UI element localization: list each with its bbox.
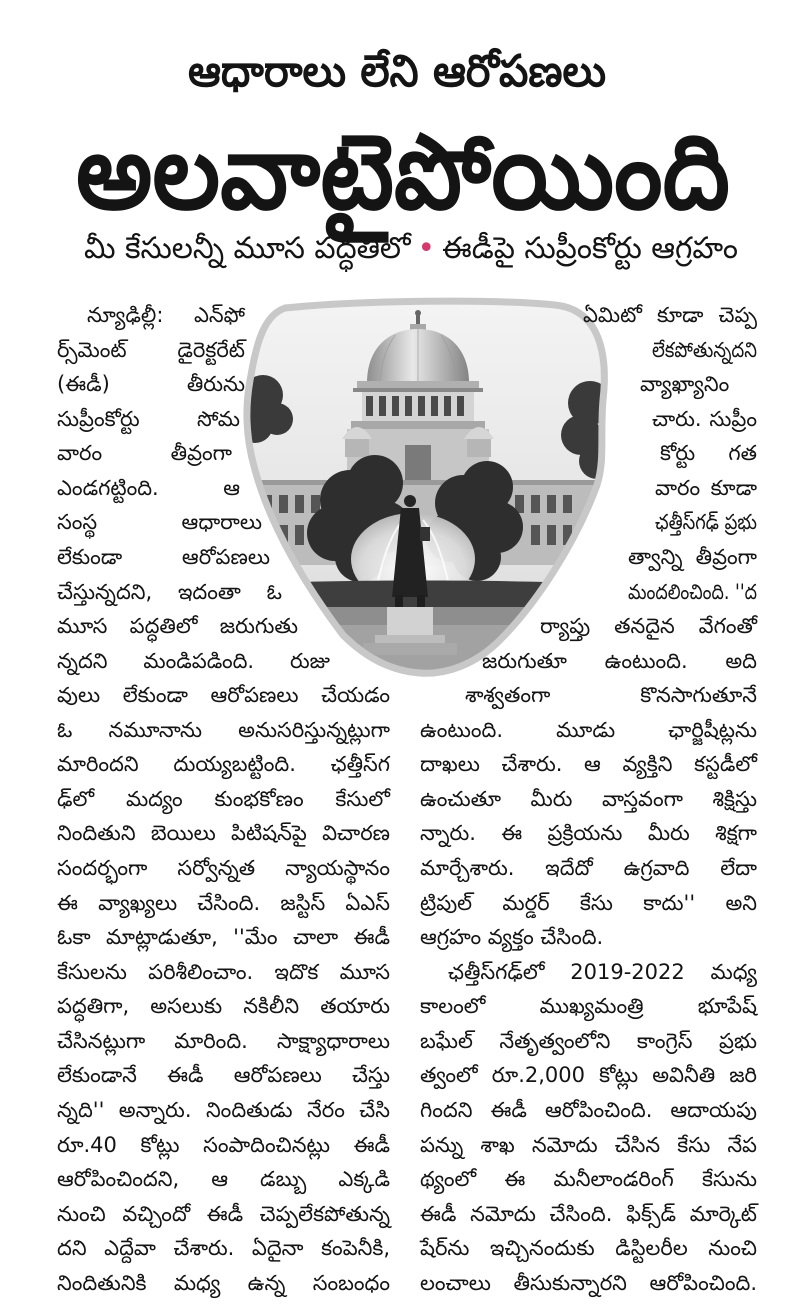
line-text: ఢ్‌లో మద్యం కుంభకోణం కేసులో	[57, 786, 390, 811]
left-column-line	[57, 644, 330, 679]
kicker-heading	[188, 42, 606, 102]
line-text: దాఖలు చేశారు. ఆ వ్యక్తిని కస్టడీలో	[420, 752, 757, 777]
line-text: లేకపోతున్నదని	[652, 337, 757, 362]
subhead-left: మీ కేసులన్నీ మూస పద్ధతిలో	[84, 231, 411, 266]
line-text: నిందితునికి మధ్య ఉన్న సంబంధం	[57, 1270, 390, 1295]
line-text: న్యూఢిల్లీ: ఎన్‌ఫో	[87, 303, 245, 327]
line-text: ఆగ్రహం వ్యక్తం చేసింది.	[420, 925, 604, 950]
line-text: కోర్టు గత	[660, 441, 757, 466]
right-column-line	[420, 851, 757, 886]
line-text: ఉంచుతూ మీరు వాస్తవంగా శిక్షిస్తు	[420, 786, 757, 811]
left-column-line	[57, 1093, 390, 1128]
left-column-line	[57, 1266, 390, 1301]
left-column-line	[57, 1058, 390, 1093]
line-text: నుంచి వచ్చిందో ఈడీ చెప్పలేకపోతున్న	[57, 1201, 390, 1226]
right-column-line	[420, 782, 757, 817]
left-column-line	[57, 575, 282, 610]
right-column-line	[420, 816, 757, 851]
left-column-line	[57, 505, 262, 540]
line-text: పద్ధతిగా, అసలుకు నకిలీని తయారు	[57, 994, 390, 1019]
left-column-line	[57, 851, 390, 886]
line-text: ఆరోపించిందని, ఆ డబ్బు ఎక్కడి	[57, 1167, 390, 1192]
left-column-line	[57, 747, 390, 782]
subheadline-text	[84, 230, 738, 268]
line-text: చారు. సుప్రీం	[652, 406, 757, 431]
line-text: ఈడీ నమోదు చేసింది. ఫిక్స్‌డ్ మార్కెట్	[420, 1201, 757, 1226]
left-column-line	[57, 713, 390, 748]
left-column-line	[57, 609, 298, 644]
right-column-line	[420, 1231, 757, 1266]
line-text: న్నారు. ఈ ప్రక్రియను మీరు శిక్షగా	[420, 821, 757, 846]
left-column-line	[87, 298, 245, 333]
left-column-line	[57, 920, 390, 955]
left-column-line	[57, 436, 232, 471]
left-column-line	[57, 1024, 390, 1059]
line-text: న్నది'' అన్నారు. నిందితుడు నేరం చేసి	[57, 1097, 390, 1122]
right-column-line	[420, 989, 757, 1024]
left-column-line	[57, 1231, 390, 1266]
right-column-line	[652, 333, 757, 368]
right-column-line	[640, 367, 757, 402]
line-text: లేకుండా ఆరోపణలు	[57, 544, 270, 569]
left-column-line	[57, 333, 245, 368]
left-column-line	[57, 989, 390, 1024]
line-text: ట్రిపుల్ మర్డర్ కేసు కాదు'' అని	[420, 890, 757, 915]
left-column	[57, 298, 390, 1300]
line-text: మారిందని దుయ్యబట్టింది. ఛత్తీస్‌గ	[57, 752, 390, 777]
line-text: ఉంటుంది. మూడు ఛార్జిషీట్లను	[420, 717, 757, 742]
line-text: ఈ వ్యాఖ్యలు చేసింది. జస్టిస్ ఏఎస్	[57, 890, 390, 915]
right-column-line	[448, 955, 757, 990]
line-text: వారం కూడా	[655, 475, 757, 500]
main-headline	[76, 112, 730, 232]
left-column-line	[57, 955, 390, 990]
right-column-line	[465, 678, 757, 713]
right-column-line	[628, 540, 757, 575]
left-column-line	[57, 402, 240, 437]
line-text: సంస్థ ఆధారాలు	[57, 510, 262, 535]
line-text: దని ఎద్దేవా చేశారు. ఏదైనా కంపెనీకి,	[57, 1236, 390, 1261]
left-column-line	[57, 540, 270, 575]
right-column-line	[583, 298, 757, 333]
right-column-line	[420, 1197, 757, 1232]
line-text: వ్యాఖ్యానిం	[640, 372, 730, 397]
line-text: త్వంలో రూ.2,000 కోట్లు అవినీతి జరి	[420, 1063, 757, 1088]
left-column-line	[57, 1197, 390, 1232]
right-column-line	[540, 609, 757, 644]
line-text: (ఈడీ) తీరును	[57, 372, 245, 397]
line-text: ఓ నమూనాను అనుసరిస్తున్నట్లుగా	[57, 717, 390, 742]
right-column-line	[655, 471, 757, 506]
line-text: పన్ను శాఖ నమోదు చేసిన కేసు నేప	[420, 1132, 757, 1157]
left-column-line	[57, 1162, 390, 1197]
subheadline	[84, 230, 738, 268]
left-column-line	[57, 367, 245, 402]
line-text: జరుగుతూ ఉంటుంది. అది	[482, 648, 757, 673]
right-column-line	[655, 505, 757, 540]
right-column-line	[628, 575, 757, 610]
line-text: న్నదని మండిపడింది. రుజు	[57, 648, 330, 673]
line-text: లేకుండానే ఈడీ ఆరోపణలు చేస్తు	[57, 1063, 390, 1088]
line-text: రూ.40 కోట్లు సంపాదించినట్లు ఈడీ	[57, 1132, 390, 1157]
left-column-line	[57, 1128, 390, 1163]
right-column-line	[420, 1162, 757, 1197]
line-text: బఘేల్ నేతృత్వంలోని కాంగ్రెస్ ప్రభు	[420, 1028, 757, 1053]
right-column-line	[420, 1266, 757, 1301]
right-column-line	[420, 1093, 757, 1128]
line-text: మూస పద్ధతిలో జరుగుతు	[57, 614, 298, 639]
right-column-line	[420, 1058, 757, 1093]
line-text: గిందని ఈడీ ఆరోపించింది. ఆదాయపు	[420, 1097, 757, 1122]
right-column	[420, 298, 757, 1300]
right-column-line	[660, 436, 757, 471]
line-text: థ్యంలో ఈ మనీలాండరింగ్ కేసును	[420, 1167, 757, 1192]
right-column-line	[420, 920, 757, 955]
left-column-line	[57, 678, 390, 713]
line-text: త్వాన్ని తీవ్రంగా	[628, 544, 757, 569]
right-column-line	[652, 402, 757, 437]
line-text: నిందితుని బెయిలు పిటిషన్‌పై విచారణ	[57, 821, 390, 846]
bullet-icon: •	[417, 231, 436, 266]
kicker-text: ఆధారాలు లేని ఆరోపణలు	[188, 46, 606, 97]
line-text: ఛత్తీస్‌గఢ్‌లో 2019-2022 మధ్య	[448, 959, 757, 984]
left-column-line	[57, 886, 390, 921]
line-text: ర్యాప్తు తనదైన వేగంతో	[540, 614, 757, 639]
left-column-line	[57, 471, 240, 506]
line-text: ర్స్‌మెంట్ డైరెక్టరేట్	[57, 337, 245, 362]
right-column-line	[482, 644, 757, 679]
line-text: షేర్‌ను ఇచ్చినందుకు డిస్టిలరీల నుంచి	[420, 1236, 757, 1261]
right-column-line	[420, 1128, 757, 1163]
line-text: లంచాలు తీసుకున్నారని ఆరోపించింది.	[420, 1270, 757, 1295]
right-column-line	[420, 747, 757, 782]
line-text: వులు లేకుండా ఆరోపణలు చేయడం	[57, 683, 390, 708]
line-text: వారం తీవ్రంగా	[57, 441, 232, 466]
right-column-line	[420, 886, 757, 921]
line-text: ఛత్తీస్‌గఢ్ ప్రభు	[655, 510, 757, 535]
line-text: శాశ్వతంగా కొనసాగుతూనే	[465, 683, 757, 708]
line-text: ఎండగట్టింది. ఆ	[57, 475, 240, 500]
line-text: మార్చేశారు. ఇదేదో ఉగ్రవాది లేదా	[420, 856, 757, 880]
line-text: ఓకా మాట్లాడుతూ, ''మేం చాలా ఈడీ	[57, 925, 390, 950]
headline-text: అలవాటైపోయింది	[76, 111, 730, 233]
line-text: ఏమిటో కూడా చెప్ప	[583, 303, 757, 327]
left-column-line	[57, 816, 390, 851]
subhead-right: ఈడీపై సుప్రీంకోర్టు ఆగ్రహం	[442, 231, 738, 266]
line-text: చేస్తున్నదని, ఇదంతా ఓ	[57, 579, 282, 604]
line-text: మందలించింది. ''ద	[628, 579, 757, 604]
right-column-line	[420, 1024, 757, 1059]
line-text: సందర్భంగా సర్వోన్నత న్యాయస్థానం	[57, 856, 390, 880]
right-column-line	[420, 713, 757, 748]
line-text: సుప్రీంకోర్టు సోమ	[57, 406, 240, 431]
line-text: కాలంలో ముఖ్యమంత్రి భూపేష్	[420, 994, 757, 1019]
left-column-line	[57, 782, 390, 817]
line-text: కేసులను పరిశీలించాం. ఇదొక మూస	[57, 959, 390, 984]
line-text: చేసినట్లుగా మారింది. సాక్ష్యాధారాలు	[57, 1028, 390, 1053]
